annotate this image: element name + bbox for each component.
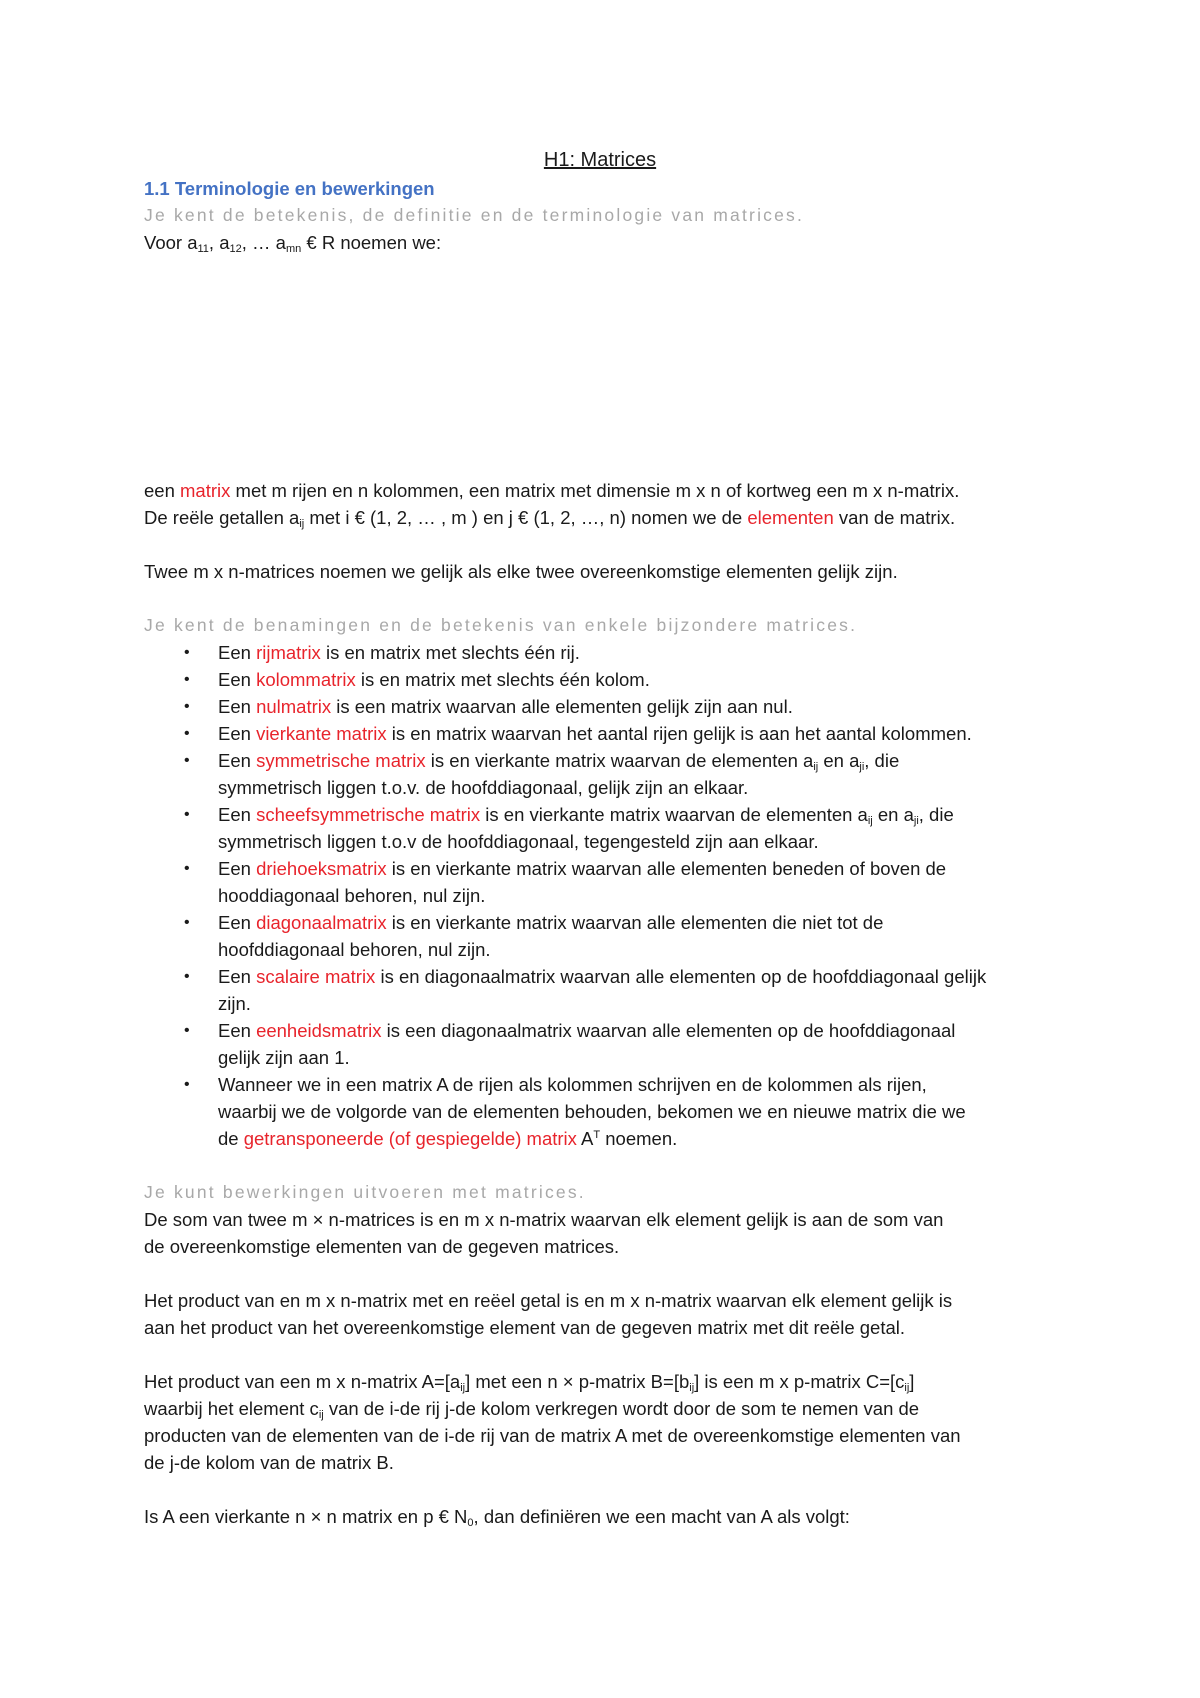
spacer (144, 585, 1064, 612)
sum-line-2: de overeenkomstige elementen van de gegeven matrices. (144, 1236, 620, 1257)
definition-block (144, 477, 1064, 1530)
page-title: H1: Matrices (543, 149, 657, 171)
list-item: • Een vierkante matrix is en matrix waarvan het aantal rijen gelijk is aan het aantal kolommen. (184, 723, 972, 744)
list-item: • Een kolommatrix is en matrix met slechts één kolom. (184, 669, 650, 690)
list-item: • Een scheefsymmetrische matrix is en vierkante matrix waarvan de elementen $a_{ij}$ en $a_{ji}$, die symmetrisch liggen t.o.v de hoofddiagonaal, tegengesteld zijn aan elkaar. (184, 804, 954, 852)
list-item: • Een eenheidsmatrix is een diagonaalmatrix waarvan alle elementen op de hoofddiagonaal gelijk zijn aan 1. (184, 1020, 956, 1068)
power-line: Is A een vierkante n × n matrix en p € $N_0$, dan definiëren we een macht van A als volgt: (144, 1506, 850, 1529)
section-heading: 1.1 Terminologie en bewerkingen (144, 178, 435, 199)
product-line-2: waarbij het element $c_{ij}$ van de i-de rij j-de kolom verkregen wordt door de som te nemen van de (144, 1398, 920, 1421)
spacer (144, 1152, 1064, 1179)
list-item: • Een diagonaalmatrix is en vierkante matrix waarvan alle elementen die niet tot de hoofddiagonaal behoren, nul zijn. (184, 912, 884, 960)
spacer (144, 1341, 1064, 1368)
list-item-transpose: • Wanneer we in een matrix A de rijen als kolommen schrijven en de kolommen als rijen, waarbij we de volgorde van de elementen behouden, bekomen we en nieuwe matrix die we de getransponeerde (of gespiegelde) matrix $A^T$ noemen. (184, 1074, 966, 1149)
product-line-4: de j-de kolom van de matrix B. (144, 1452, 394, 1473)
scalar-line-2: aan het product van het overeenkomstige element van de gegeven matrix met dit reële getal. (144, 1317, 906, 1338)
product-line-1: Het product van een m x n-matrix $A=[a_{ij}]$ met een n × p-matrix $B=[b_{ij}]$ is een m x p-matrix $C=[c_{ij}]$ (144, 1371, 915, 1394)
list-item: • Een driehoeksmatrix is en vierkante matrix waarvan alle elementen beneden of boven de hooddiagonaal behoren, nul zijn. (184, 858, 947, 906)
spacer (144, 1476, 1064, 1503)
definition-equal: Twee m x n-matrices noemen we gelijk als elke twee overeenkomstige elementen gelijk zijn. (144, 561, 898, 582)
definition-elements: De reële getallen $a_{ij}$ met i € (1, 2, … , m ) en j € (1, 2, …, n) nomen we de elementen van de matrix. (144, 507, 956, 530)
definition-matrix: een matrix met m rijen en n kolommen, een matrix met dimensie m x n of kortweg een m x n-matrix. (144, 480, 960, 501)
product-line-3: producten van de elementen van de i-de rij van de matrix A met de overeenkomstige elementen van (144, 1425, 961, 1446)
scalar-line-1: Het product van en m x n-matrix met en reëel getal is en m x n-matrix waarvan elk element gelijk is (144, 1290, 953, 1311)
voor-line: Voor $a_{11}$, $a_{12}$, … $a_{mn}$ € R noemen we: (144, 232, 442, 255)
learning-goal-3: Je kunt bewerkingen uitvoeren met matrices. (144, 1182, 586, 1202)
learning-goal-2: Je kent de benamingen en de betekenis van enkele bijzondere matrices. (144, 615, 858, 635)
learning-goal-1: Je kent de betekenis, de definitie en de terminologie van matrices. (144, 205, 805, 225)
spacer (144, 531, 1064, 558)
list-item: • Een nulmatrix is een matrix waarvan alle elementen gelijk zijn aan nul. (184, 696, 793, 717)
list-item: • Een scalaire matrix is en diagonaalmatrix waarvan alle elementen op de hoofddiagonaal gelijk zijn. (184, 966, 987, 1014)
spacer (144, 1260, 1064, 1287)
sum-line-1: De som van twee m × n-matrices is en m x n-matrix waarvan elk element gelijk is aan de som van (144, 1209, 944, 1230)
intro-block (144, 175, 1064, 256)
special-matrices-list (144, 639, 1064, 1152)
list-item: • Een symmetrische matrix is en vierkante matrix waarvan de elementen $a_{ij}$ en $a_{ji}$, die symmetrisch liggen t.o.v. de hoofddiagonaal, gelijk zijn an elkaar. (184, 750, 900, 798)
list-item: • Een rijmatrix is en matrix met slechts één rij. (184, 642, 580, 663)
